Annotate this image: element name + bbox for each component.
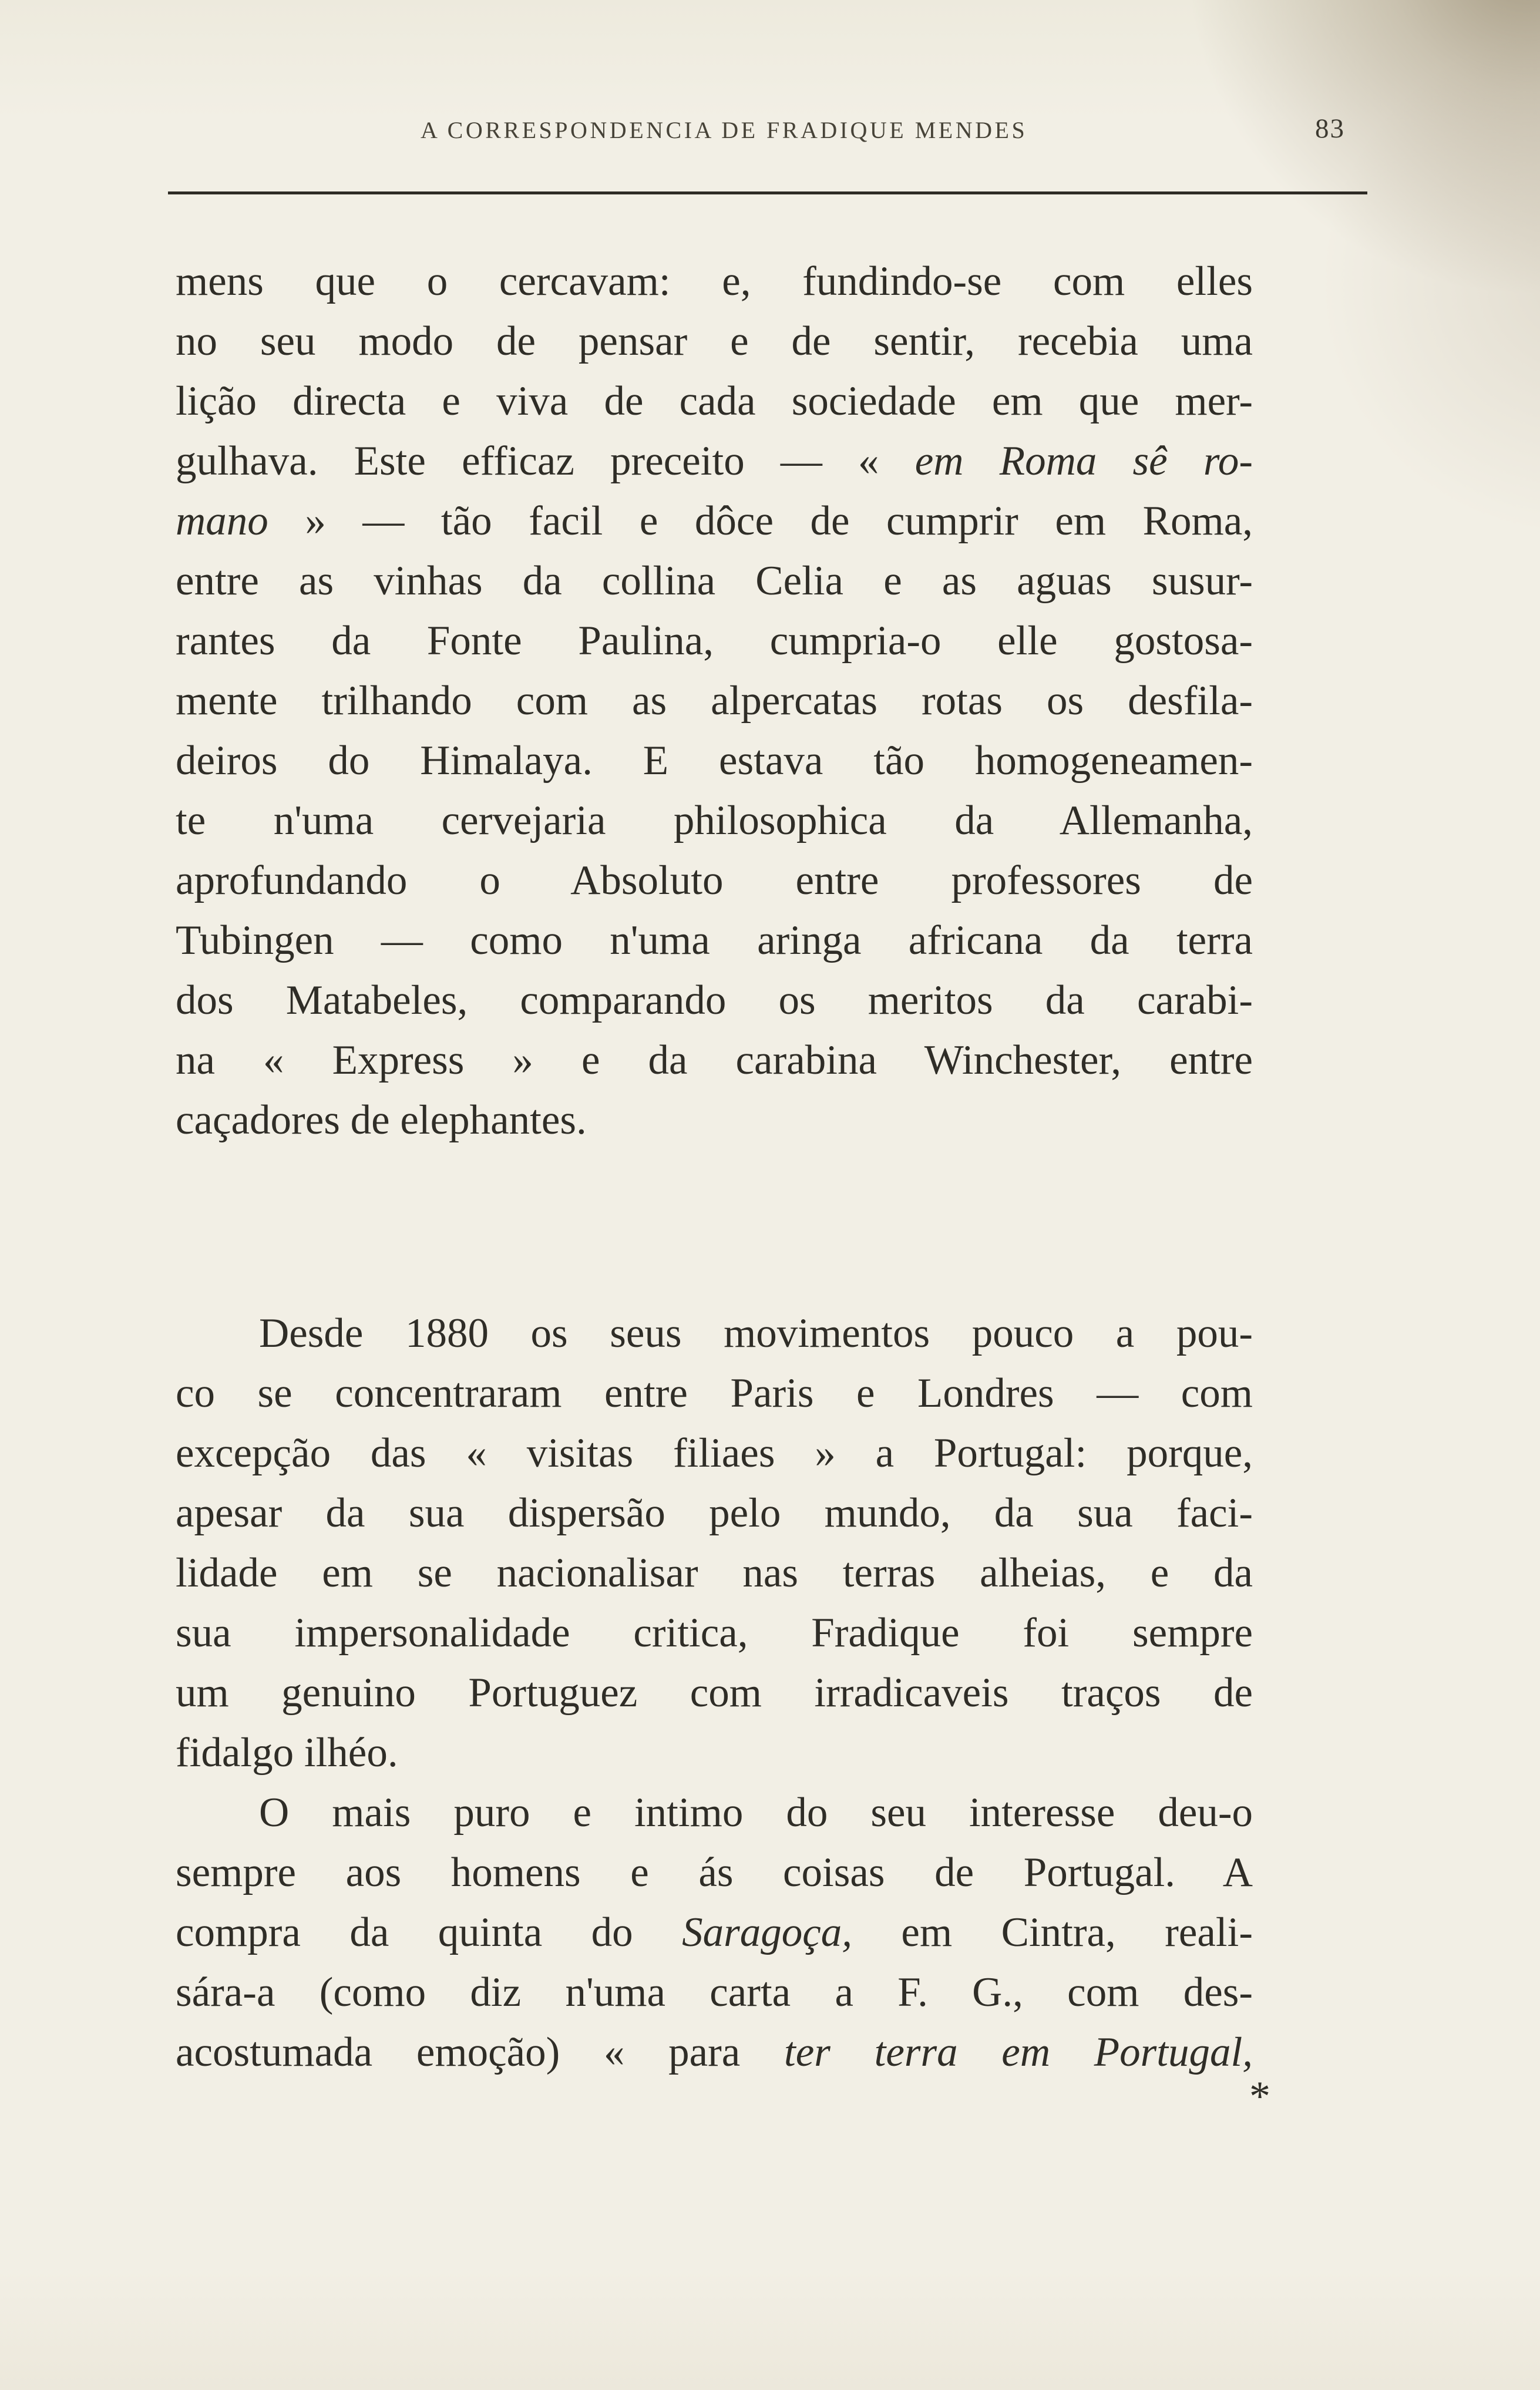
- text-line: rantes da Fonte Paulina, cumpria-o elle gostosa-: [176, 618, 1253, 664]
- italic-phrase: ter terra em Portugal,: [784, 2029, 1253, 2075]
- header-rule: [168, 191, 1367, 194]
- text-line: co se concentraram entre Paris e Londres — com: [176, 1370, 1253, 1416]
- page-header: [168, 113, 1367, 150]
- text-line: mente trilhando com as alpercatas rotas os desfila-: [176, 678, 1253, 724]
- paragraph: [176, 251, 1253, 1150]
- italic-phrase: mano: [176, 498, 268, 544]
- text-line: no seu modo de pensar e de sentir, recebia uma: [176, 318, 1253, 364]
- text-line: Desde 1880 os seus movimentos pouco a pou-: [259, 1310, 1253, 1356]
- text-line: na « Express » e da carabina Winchester, entre: [176, 1037, 1253, 1083]
- paragraph: [176, 1303, 1253, 1783]
- italic-phrase: Saragoça,: [682, 1910, 852, 1955]
- text-line: gulhava. Este efficaz preceito — « em Roma sê ro-: [176, 438, 1253, 484]
- text-line: deiros do Himalaya. E estava tão homogeneamen-: [176, 738, 1253, 784]
- text-line: sua impersonalidade critica, Fradique foi sempre: [176, 1610, 1253, 1656]
- text-line: entre as vinhas da collina Celia e as aguas susur-: [176, 558, 1253, 604]
- text-line: te n'uma cervejaria philosophica da Allemanha,: [176, 798, 1253, 843]
- text-line: caçadores de elephantes.: [176, 1097, 587, 1143]
- text-line: dos Matabeles, comparando os meritos da carabi-: [176, 977, 1253, 1023]
- running-title: A CORRESPONDENCIA DE FRADIQUE MENDES: [421, 117, 1028, 143]
- text-line: compra da quinta do Saragoça, em Cintra, reali-: [176, 1910, 1253, 1955]
- text-line: sempre aos homens e ás coisas de Portugal. A: [176, 1850, 1253, 1895]
- italic-phrase: em Roma sê ro-: [914, 438, 1253, 484]
- text-line: fidalgo ilhéo.: [176, 1730, 398, 1776]
- text-line: lição directa e viva de cada sociedade em que mer-: [176, 378, 1253, 424]
- text-line: excepção das « visitas filiaes » a Portugal: porque,: [176, 1430, 1253, 1476]
- text-line: aprofundando o Absoluto entre professores de: [176, 858, 1253, 903]
- page-number: 83: [1315, 113, 1345, 144]
- text-line: lidade em se nacionalisar nas terras alheias, e da: [176, 1550, 1253, 1596]
- paragraph: [176, 1783, 1253, 2082]
- text-line: mens que o cercavam: e, fundindo-se com elles: [176, 258, 1253, 304]
- text-line: acostumada emoção) « para ter terra em Portugal,: [176, 2029, 1253, 2075]
- text-line: sára-a (como diz n'uma carta a F. G., com des-: [176, 1969, 1253, 2015]
- text-block: [176, 251, 1253, 2082]
- text-line: mano » — tão facil e dôce de cumprir em Roma,: [176, 498, 1253, 544]
- text-line: apesar da sua dispersão pelo mundo, da sua faci-: [176, 1490, 1253, 1536]
- text-line: Tubingen — como n'uma aringa africana da terra: [176, 917, 1253, 963]
- text-line: O mais puro e intimo do seu interesse deu-o: [259, 1790, 1253, 1836]
- text-line: um genuino Portuguez com irradicaveis traços de: [176, 1670, 1253, 1716]
- footnote-asterisk: *: [1249, 2073, 1270, 2120]
